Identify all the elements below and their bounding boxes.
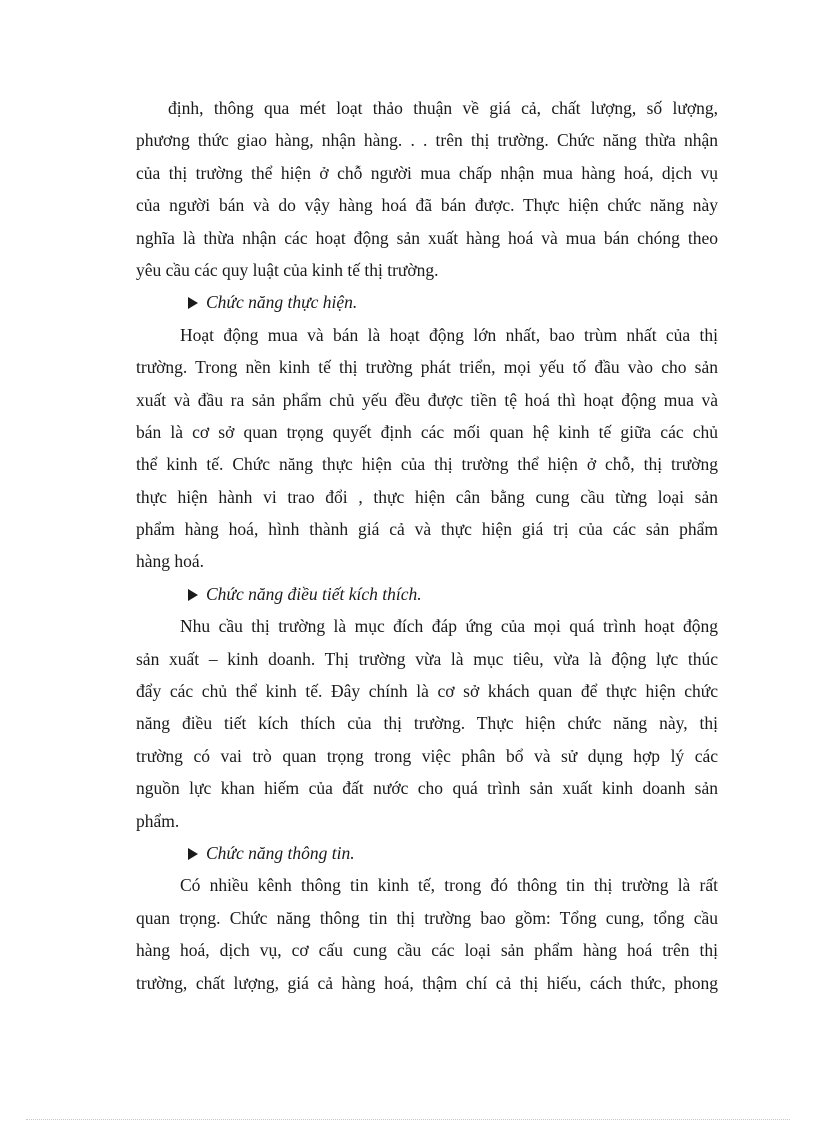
paragraph-line: hàng hoá, dịch vụ, cơ cấu cung cầu các loại sản phẩm hàng hoá trên thị	[136, 940, 718, 961]
paragraph-line: nghĩa là thừa nhận các hoạt động sản xuất hàng hoá và mua bán chóng theo	[136, 227, 718, 248]
paragraph-line: phẩm hàng hoá, hình thành giá cả và thực hiện giá trị của các sản phẩm	[136, 519, 718, 540]
section-heading-thong-tin	[136, 837, 718, 869]
paragraph-line: trường có vai trò quan trọng trong việc phân bổ và sử dụng hợp lý các	[136, 745, 718, 766]
paragraph-line: quan trọng. Chức năng thông tin thị trường bao gồm: Tổng cung, tổng cầu	[136, 907, 718, 928]
section-heading-thuc-hien	[136, 286, 718, 318]
paragraph-line: Hoạt động mua và bán là hoạt động lớn nhất, bao trùm nhất của thị	[180, 324, 718, 345]
paragraph-line: xuất và đầu ra sản phẩm chủ yếu đều được tiền tệ hoá thì hoạt động mua và	[136, 389, 718, 410]
heading-text: Chức năng thực hiện.	[206, 292, 358, 313]
arrow-bullet-icon	[188, 297, 198, 309]
paragraph-line: Nhu cầu thị trường là mục đích đáp ứng của mọi quá trình hoạt động	[180, 616, 718, 637]
paragraph-line: Có nhiều kênh thông tin kinh tế, trong đó thông tin thị trường là rất	[180, 875, 718, 896]
paragraph-line: bán là cơ sở quan trọng quyết định các mối quan hệ kinh tế giữa các chủ	[136, 421, 718, 442]
paragraph-line: hàng hoá.	[136, 551, 205, 572]
paragraph-line: định, thông qua mét loạt thảo thuận về giá cả, chất lượng, số lượng,	[168, 98, 718, 118]
paragraph-line: trường, chất lượng, giá cả hàng hoá, thậm chí cả thị hiếu, cách thức, phong	[136, 972, 718, 993]
section-heading-dieu-tiet	[136, 578, 718, 610]
paragraph-line: trường. Trong nền kinh tế thị trường phát triển, mọi yếu tố đầu vào cho sản	[136, 357, 718, 378]
paragraph-line: phẩm.	[136, 810, 180, 831]
footer-divider	[26, 1119, 790, 1120]
heading-text: Chức năng điều tiết kích thích.	[206, 583, 422, 604]
paragraph-line: đẩy các chủ thể kinh tế. Đây chính là cơ sở khách quan để thực hiện chức	[136, 681, 718, 702]
heading-text: Chức năng thông tin.	[206, 842, 355, 863]
paragraph-line: của người bán và do vậy hàng hoá đã bán được. Thực hiện chức năng này	[136, 195, 718, 216]
arrow-bullet-icon	[188, 589, 198, 601]
document-page	[136, 92, 718, 999]
paragraph-line: năng điều tiết kích thích của thị trường. Thực hiện chức năng này, thị	[136, 713, 718, 734]
paragraph-line: yêu cầu các quy luật của kinh tế thị trường.	[136, 259, 439, 280]
paragraph-line: nguồn lực khan hiếm của đất nước cho quá trình sản xuất kinh doanh sản	[136, 778, 718, 799]
paragraph-line: thể kinh tế. Chức năng thực hiện của thị trường thể hiện ở chỗ, thị trường	[136, 454, 718, 475]
paragraph-line: thực hiện hành vi trao đổi , thực hiện cân bằng cung cầu từng loại sản	[136, 486, 718, 507]
paragraph-line: phương thức giao hàng, nhận hàng. . . trên thị trường. Chức năng thừa nhận	[136, 130, 718, 151]
paragraph-line: sản xuất – kinh doanh. Thị trường vừa là mục tiêu, vừa là động lực thúc	[136, 648, 718, 669]
paragraph-line: của thị trường thể hiện ở chỗ người mua chấp nhận mua hàng hoá, dịch vụ	[136, 162, 718, 183]
arrow-bullet-icon	[188, 848, 198, 860]
